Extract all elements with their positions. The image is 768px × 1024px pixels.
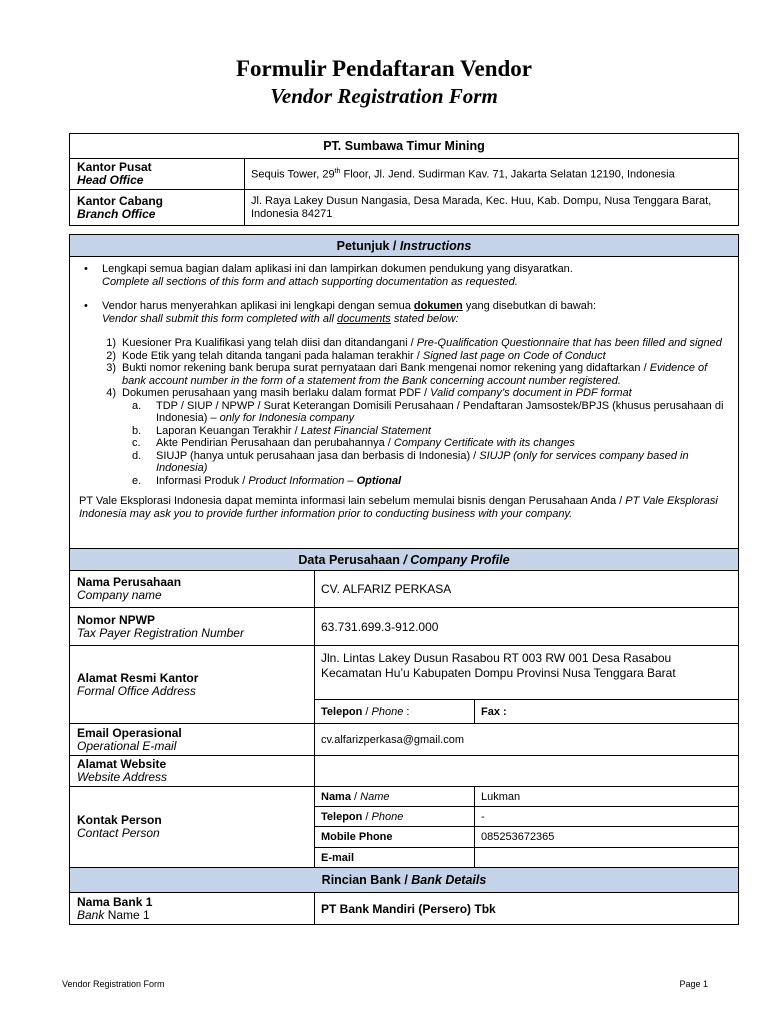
instructions-body — [70, 257, 739, 549]
bullet-1-id: Lengkapi semua bagian dalam aplikasi ini dan lampirkan dokumen pendukung yang disyaratkan. — [102, 263, 573, 275]
branch-office-label — [70, 190, 245, 226]
branch-office-label-id: Kantor Cabang — [77, 193, 164, 208]
document-item: 3) Bukti nomor rekening bank berupa surat pernyataan dari Bank mengenai nomor rekening yang didaftarkan / Evidence of bank account number in the form of a statement from the Bank concerning account number registered. — [106, 362, 708, 387]
phone-field[interactable]: Telepon / Phone : — [315, 700, 475, 724]
head-office-label-id: Kantor Pusat — [77, 160, 152, 174]
page-number: Page 1 — [679, 979, 708, 989]
contact-name-field[interactable]: Lukman — [475, 787, 739, 807]
contact-email-label: E-mail — [315, 848, 475, 868]
company-profile-header: Data Perusahaan / Company Profile — [70, 549, 739, 571]
document-item: 2) Kode Etik yang telah ditanda tangani pada halaman terakhir / Signed last page on Code of Conduct — [106, 349, 606, 362]
bullet-dot-icon: • — [84, 300, 88, 312]
instruction-bullet-2 — [80, 300, 730, 325]
contact-email-field[interactable] — [475, 848, 739, 868]
document-item: 4) Dokumen perusahaan yang masih berlaku dalam format PDF / Valid company’s document in PDF format — [106, 387, 632, 399]
contact-phone-label: Telepon / Phone — [315, 807, 475, 827]
bullet-2-en: Vendor shall submit this form completed with all documents stated below: — [102, 312, 459, 325]
document-subitem: c. Akte Pendirian Perusahaan dan perubahannya / Company Certificate with its changes — [132, 437, 575, 449]
footer-left: Vendor Registration Form — [62, 979, 165, 989]
bullet-dot-icon: • — [84, 263, 88, 275]
bullet-2-id: Vendor harus menyerahkan aplikasi ini lengkapi dengan semua dokumen yang disebutkan di bawah: — [102, 300, 597, 312]
instructions-header — [70, 235, 739, 257]
email-field[interactable]: cv.alfarizperkasa@gmail.com — [315, 724, 739, 756]
branch-office-value: Jl. Raya Lakey Dusun Nangasia, Desa Marada, Kec. Huu, Kab. Dompu, Nusa Tenggara Barat, Indonesia 84271 — [245, 190, 739, 226]
contact-mobile-field[interactable]: 085253672365 — [475, 827, 739, 848]
document-subtitle: Vendor Registration Form — [270, 84, 498, 108]
bank1-field[interactable]: PT Bank Mandiri (Persero) Tbk — [315, 893, 739, 925]
main-form-table — [69, 234, 739, 925]
head-office-label-en: Head Office — [77, 173, 144, 187]
instructions-header-id: Petunjuk / — [336, 238, 400, 253]
document-subitem: d. SIUJP (hanya untuk perusahaan jasa dan berbasis di Indonesia) / SIUJP (only for services company based in Indonesia) — [132, 449, 689, 474]
document-subitem: e. Informasi Produk / Product Information – Optional — [132, 474, 402, 487]
head-office-value-sup: th — [334, 167, 341, 175]
head-office-value-a: Sequis Tower, 29 — [251, 168, 335, 181]
company-name: PT. Sumbawa Timur Mining — [70, 134, 739, 159]
contact-mobile-label: Mobile Phone — [315, 827, 475, 848]
company-name-field[interactable]: CV. ALFARIZ PERKASA — [315, 571, 739, 608]
contact-name-label: Nama / Name — [315, 787, 475, 807]
email-label: Email Operasional Operational E-mail — [70, 724, 315, 756]
npwp-label: Nomor NPWP Tax Payer Registration Number — [70, 608, 315, 646]
contact-person-label: Kontak Person Contact Person — [70, 787, 315, 868]
address-label: Alamat Resmi Kantor Formal Office Address — [70, 646, 315, 724]
company-name-label: Nama Perusahaan Company name — [70, 571, 315, 608]
branch-office-label-en: Branch Office — [77, 206, 156, 221]
instruction-bullet-1 — [80, 263, 730, 288]
head-office-label — [70, 159, 245, 190]
npwp-field[interactable]: 63.731.699.3-912.000 — [315, 608, 739, 646]
address-field[interactable]: Jln. Lintas Lakey Dusun Rasabou RT 003 RW 001 Desa Rasabou Kecamatan Hu’u Kabupaten Dompu Provinsi Nusa Tenggara Barat — [315, 646, 739, 700]
document-subitem: b. Laporan Keuangan Terakhir / Latest Financial Statement — [132, 424, 431, 437]
bank-details-header: Rincian Bank / Bank Details — [70, 868, 739, 893]
company-info-table — [69, 133, 739, 226]
website-field[interactable] — [315, 756, 739, 787]
instructions-closing: PT Vale Eksplorasi Indonesia dapat meminta informasi lain sebelum memulai bisnis dengan Perusahaan Anda / PT Vale Eksplorasi Indonesia may ask you to provide further information prior to conducting business with your company. — [79, 495, 718, 520]
document-subitem: a. TDP / SIUP / NPWP / Surat Keterangan Domisili Perusahaan / Pendaftaran Jamsostek/BPJS (khusus perusahaan di Indonesia) – only for Indonesia company — [132, 399, 724, 424]
website-label: Alamat Website Website Address — [70, 756, 315, 787]
bullet-1-en: Complete all sections of this form and attach supporting documentation as requested. — [102, 275, 518, 288]
instructions-header-en: Instructions — [399, 238, 472, 253]
bank1-label: Nama Bank 1 Bank Name 1 — [70, 893, 315, 925]
fax-field[interactable]: Fax : — [475, 700, 739, 724]
contact-phone-field[interactable]: - — [475, 807, 739, 827]
head-office-value-b: Floor, Jl. Jend. Sudirman Kav. 71, Jakarta Selatan 12190, Indonesia — [340, 168, 675, 181]
document-title: Formulir Pendaftaran Vendor — [235, 56, 533, 81]
document-item: 1) Kuesioner Pra Kualifikasi yang telah diisi dan ditandangani / Pre-Qualification Questionnaire that has been filled and signed — [106, 337, 722, 349]
head-office-value — [245, 159, 739, 190]
